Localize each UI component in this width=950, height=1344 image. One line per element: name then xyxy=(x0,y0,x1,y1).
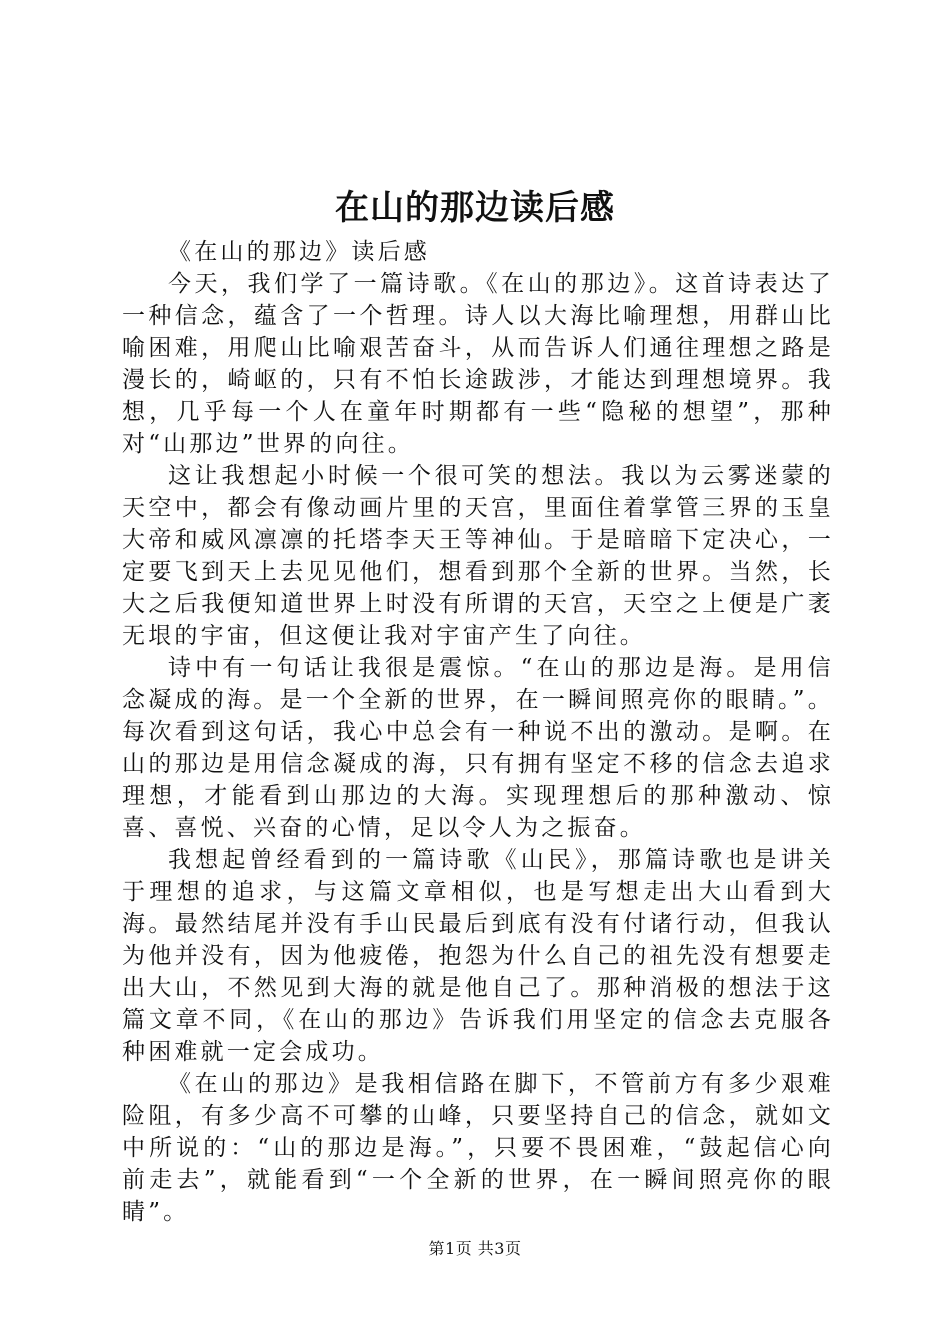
paragraph: 今天，我们学了一篇诗歌。《在山的那边》。这首诗表达了一种信念，蕴含了一个哲理。诗人以大海比喻理想，用群山比喻困难，用爬山比喻艰苦奋斗，从而告诉人们通往理想之路是漫长的，崎岖的，只有不怕长途跋涉，才能达到理想境界。我想，几乎每一个人在童年时期都有一些“隐秘的想望”，那种对“山那边”世界的向往。 xyxy=(122,271,834,457)
paragraph: 《在山的那边》是我相信路在脚下，不管前方有多少艰难险阻，有多少高不可攀的山峰，只要坚持自己的信念，就如文中所说的：“山的那边是海。”，只要不畏困难，“鼓起信心向前走去”，就能看到“一个全新的世界，在一瞬间照亮你的眼睛”。 xyxy=(122,1071,834,1225)
document-title: 在山的那边读后感 xyxy=(335,188,615,228)
paragraph: 我想起曾经看到的一篇诗歌《山民》，那篇诗歌也是讲关于理想的追求，与这篇文章相似，也是写想走出大山看到大海。最然结尾并没有手山民最后到底有没有付诸行动，但我认为他并没有，因为他疲倦，抱怨为什么自己的祖先没有想要走出大山，不然见到大海的就是他自己了。那种消极的想法于这篇文章不同，《在山的那边》告诉我们用坚定的信念去克服各种困难就一定会成功。 xyxy=(122,847,834,1065)
page-number-footer: 第1页 共3页 xyxy=(428,1239,522,1258)
paragraph: 这让我想起小时候一个很可笑的想法。我以为云雾迷蒙的天空中，都会有像动画片里的天宫，里面住着掌管三界的玉皇大帝和威风凛凛的托塔李天王等神仙。于是暗暗下定决心，一定要飞到天上去见见他们，想看到那个全新的世界。当然，长大之后我便知道世界上时没有所谓的天宫，天空之上便是广袤无垠的宇宙，但这便让我对宇宙产生了向往。 xyxy=(122,463,834,649)
document-body xyxy=(122,236,834,1228)
paragraph: 诗中有一句话让我很是震惊。“在山的那边是海。是用信念凝成的海。是一个全新的世界，在一瞬间照亮你的眼睛。”。每次看到这句话，我心中总会有一种说不出的激动。是啊。在山的那边是用信念凝成的海，只有拥有坚定不移的信念去追求理想，才能看到山那边的大海。实现理想后的那种激动、惊喜、喜悦、兴奋的心情，足以令人为之振奋。 xyxy=(122,655,834,841)
paragraph-heading: 《在山的那边》读后感 xyxy=(168,239,430,265)
